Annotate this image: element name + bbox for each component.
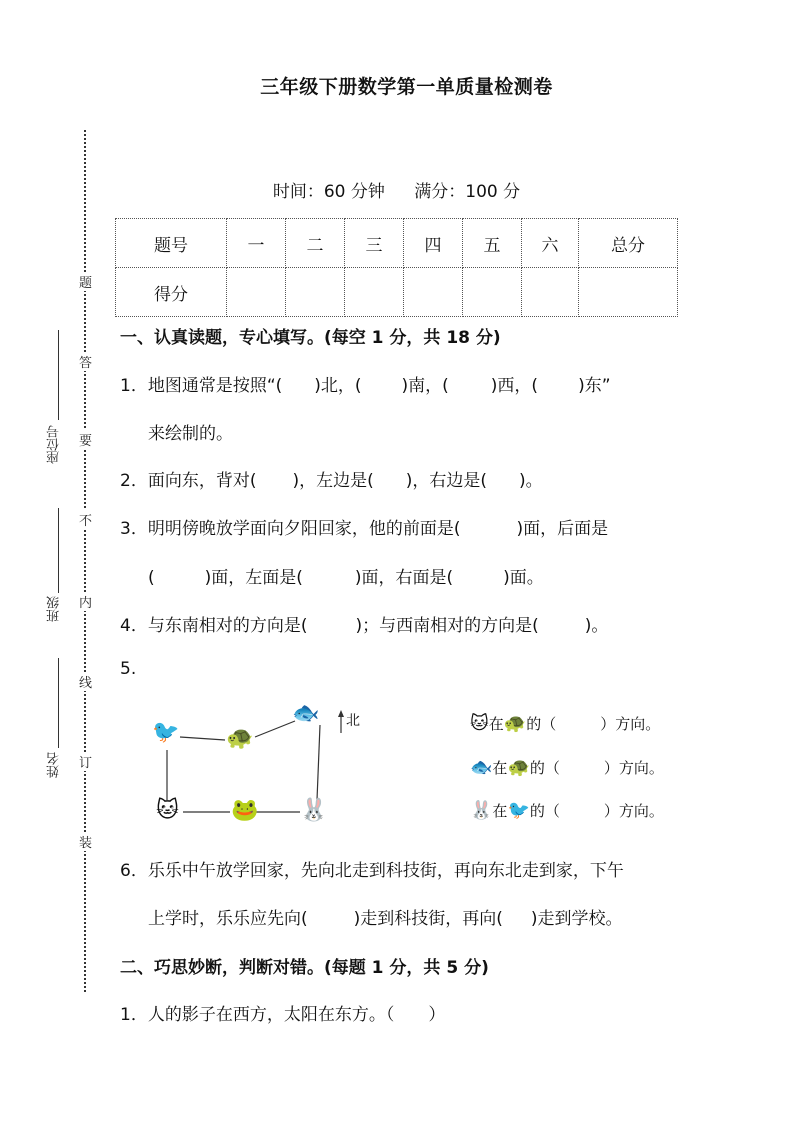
score-cell[interactable] xyxy=(404,268,463,317)
score-table-header-row xyxy=(116,219,678,268)
turtle-icon: 🐢 xyxy=(503,713,527,734)
score-cell[interactable] xyxy=(227,268,286,317)
binding-dotted-line xyxy=(84,130,86,992)
margin-char: 内 xyxy=(79,592,92,611)
question-6-cont: 上学时，乐乐应先向( )走到科技街，再向( )走到学校。 xyxy=(148,909,623,929)
table-header-cell: 四 xyxy=(404,219,463,268)
question-2: 2．面向东，背对( )，左边是( )，右边是( )。 xyxy=(120,471,543,491)
margin-char: 不 xyxy=(79,510,92,529)
cat-icon: 🐱 xyxy=(470,713,489,734)
time-limit: 时间：60 分钟 xyxy=(272,182,385,202)
question-1-cont: 来绘制的。 xyxy=(148,424,233,444)
turtle-icon: 🐢 xyxy=(226,726,254,751)
rabbit-icon: 🐰 xyxy=(300,798,328,823)
score-cell[interactable] xyxy=(579,268,678,317)
question-1: 1．地图通常是按照“( )北，( )南，( )西，( )东” xyxy=(120,376,611,396)
section-2-question-1: 1．人的影子在西方，太阳在东方。（ ） xyxy=(120,1005,446,1025)
margin-char: 订 xyxy=(79,752,92,771)
question-3-cont: ( )面，左面是( )面，右面是( )面。 xyxy=(148,568,544,588)
q5-line-1: 🐱在🐢的（ ）方向。 xyxy=(470,713,661,734)
table-row-label: 得分 xyxy=(116,268,227,317)
turtle-icon: 🐢 xyxy=(507,757,530,778)
margin-char: 装 xyxy=(79,832,92,851)
rabbit-icon: 🐰 xyxy=(470,800,493,821)
table-header-cell: 一 xyxy=(227,219,286,268)
score-table xyxy=(115,218,678,317)
north-label: 北 xyxy=(346,713,360,729)
exam-info xyxy=(0,177,793,202)
table-header-cell: 总分 xyxy=(579,219,678,268)
name-label: 姓名 xyxy=(47,752,62,778)
map-path xyxy=(317,725,320,800)
map-path xyxy=(255,721,295,737)
q5-line-2: 🐟在🐢的（ ）方向。 xyxy=(470,757,664,778)
table-header-cell: 二 xyxy=(286,219,345,268)
full-score: 满分：100 分 xyxy=(414,182,521,202)
section-1-heading: 一、认真读题，专心填写。(每空 1 分，共 18 分) xyxy=(120,328,501,348)
table-header-cell: 三 xyxy=(345,219,404,268)
map-path xyxy=(180,737,225,740)
q5-map-diagram xyxy=(145,695,375,835)
score-cell[interactable] xyxy=(522,268,579,317)
question-6: 6．乐乐中午放学回家，先向北走到科技街，再向东北走到家，下午 xyxy=(120,861,624,881)
name-underline xyxy=(58,658,59,748)
question-5-number: 5. xyxy=(120,659,137,679)
class-label: 班级 xyxy=(47,596,62,622)
score-cell[interactable] xyxy=(463,268,522,317)
margin-char: 线 xyxy=(79,672,92,691)
question-3: 3．明明傍晚放学面向夕阳回家，他的前面是( )面，后面是 xyxy=(120,519,609,539)
fish-icon: 🐟 xyxy=(292,701,320,726)
table-header-cell: 六 xyxy=(522,219,579,268)
table-header-cell: 五 xyxy=(463,219,522,268)
frog-icon: 🐸 xyxy=(231,798,259,823)
class-underline xyxy=(58,508,59,593)
cat-icon: 🐱 xyxy=(156,798,179,823)
q5-line-3: 🐰在🐦的（ ）方向。 xyxy=(470,800,664,821)
margin-char: 题 xyxy=(79,272,92,291)
bird-icon: 🐦 xyxy=(152,720,180,745)
north-arrow-head-icon xyxy=(338,710,344,717)
fish-icon: 🐟 xyxy=(470,757,493,778)
table-header-cell: 题号 xyxy=(116,219,227,268)
page-title: 三年级下册数学第一单质量检测卷 xyxy=(260,76,553,98)
margin-char: 答 xyxy=(79,352,92,371)
score-table-row xyxy=(116,268,678,317)
section-2-heading: 二、巧思妙断，判断对错。(每题 1 分，共 5 分) xyxy=(120,958,489,978)
score-cell[interactable] xyxy=(286,268,345,317)
question-4: 4．与东南相对的方向是( )；与西南相对的方向是( )。 xyxy=(120,616,609,636)
margin-char: 要 xyxy=(79,430,92,449)
seat-underline xyxy=(58,330,59,420)
bird-icon: 🐦 xyxy=(507,800,530,821)
seat-label: 座位号 xyxy=(47,425,62,464)
score-cell[interactable] xyxy=(345,268,404,317)
